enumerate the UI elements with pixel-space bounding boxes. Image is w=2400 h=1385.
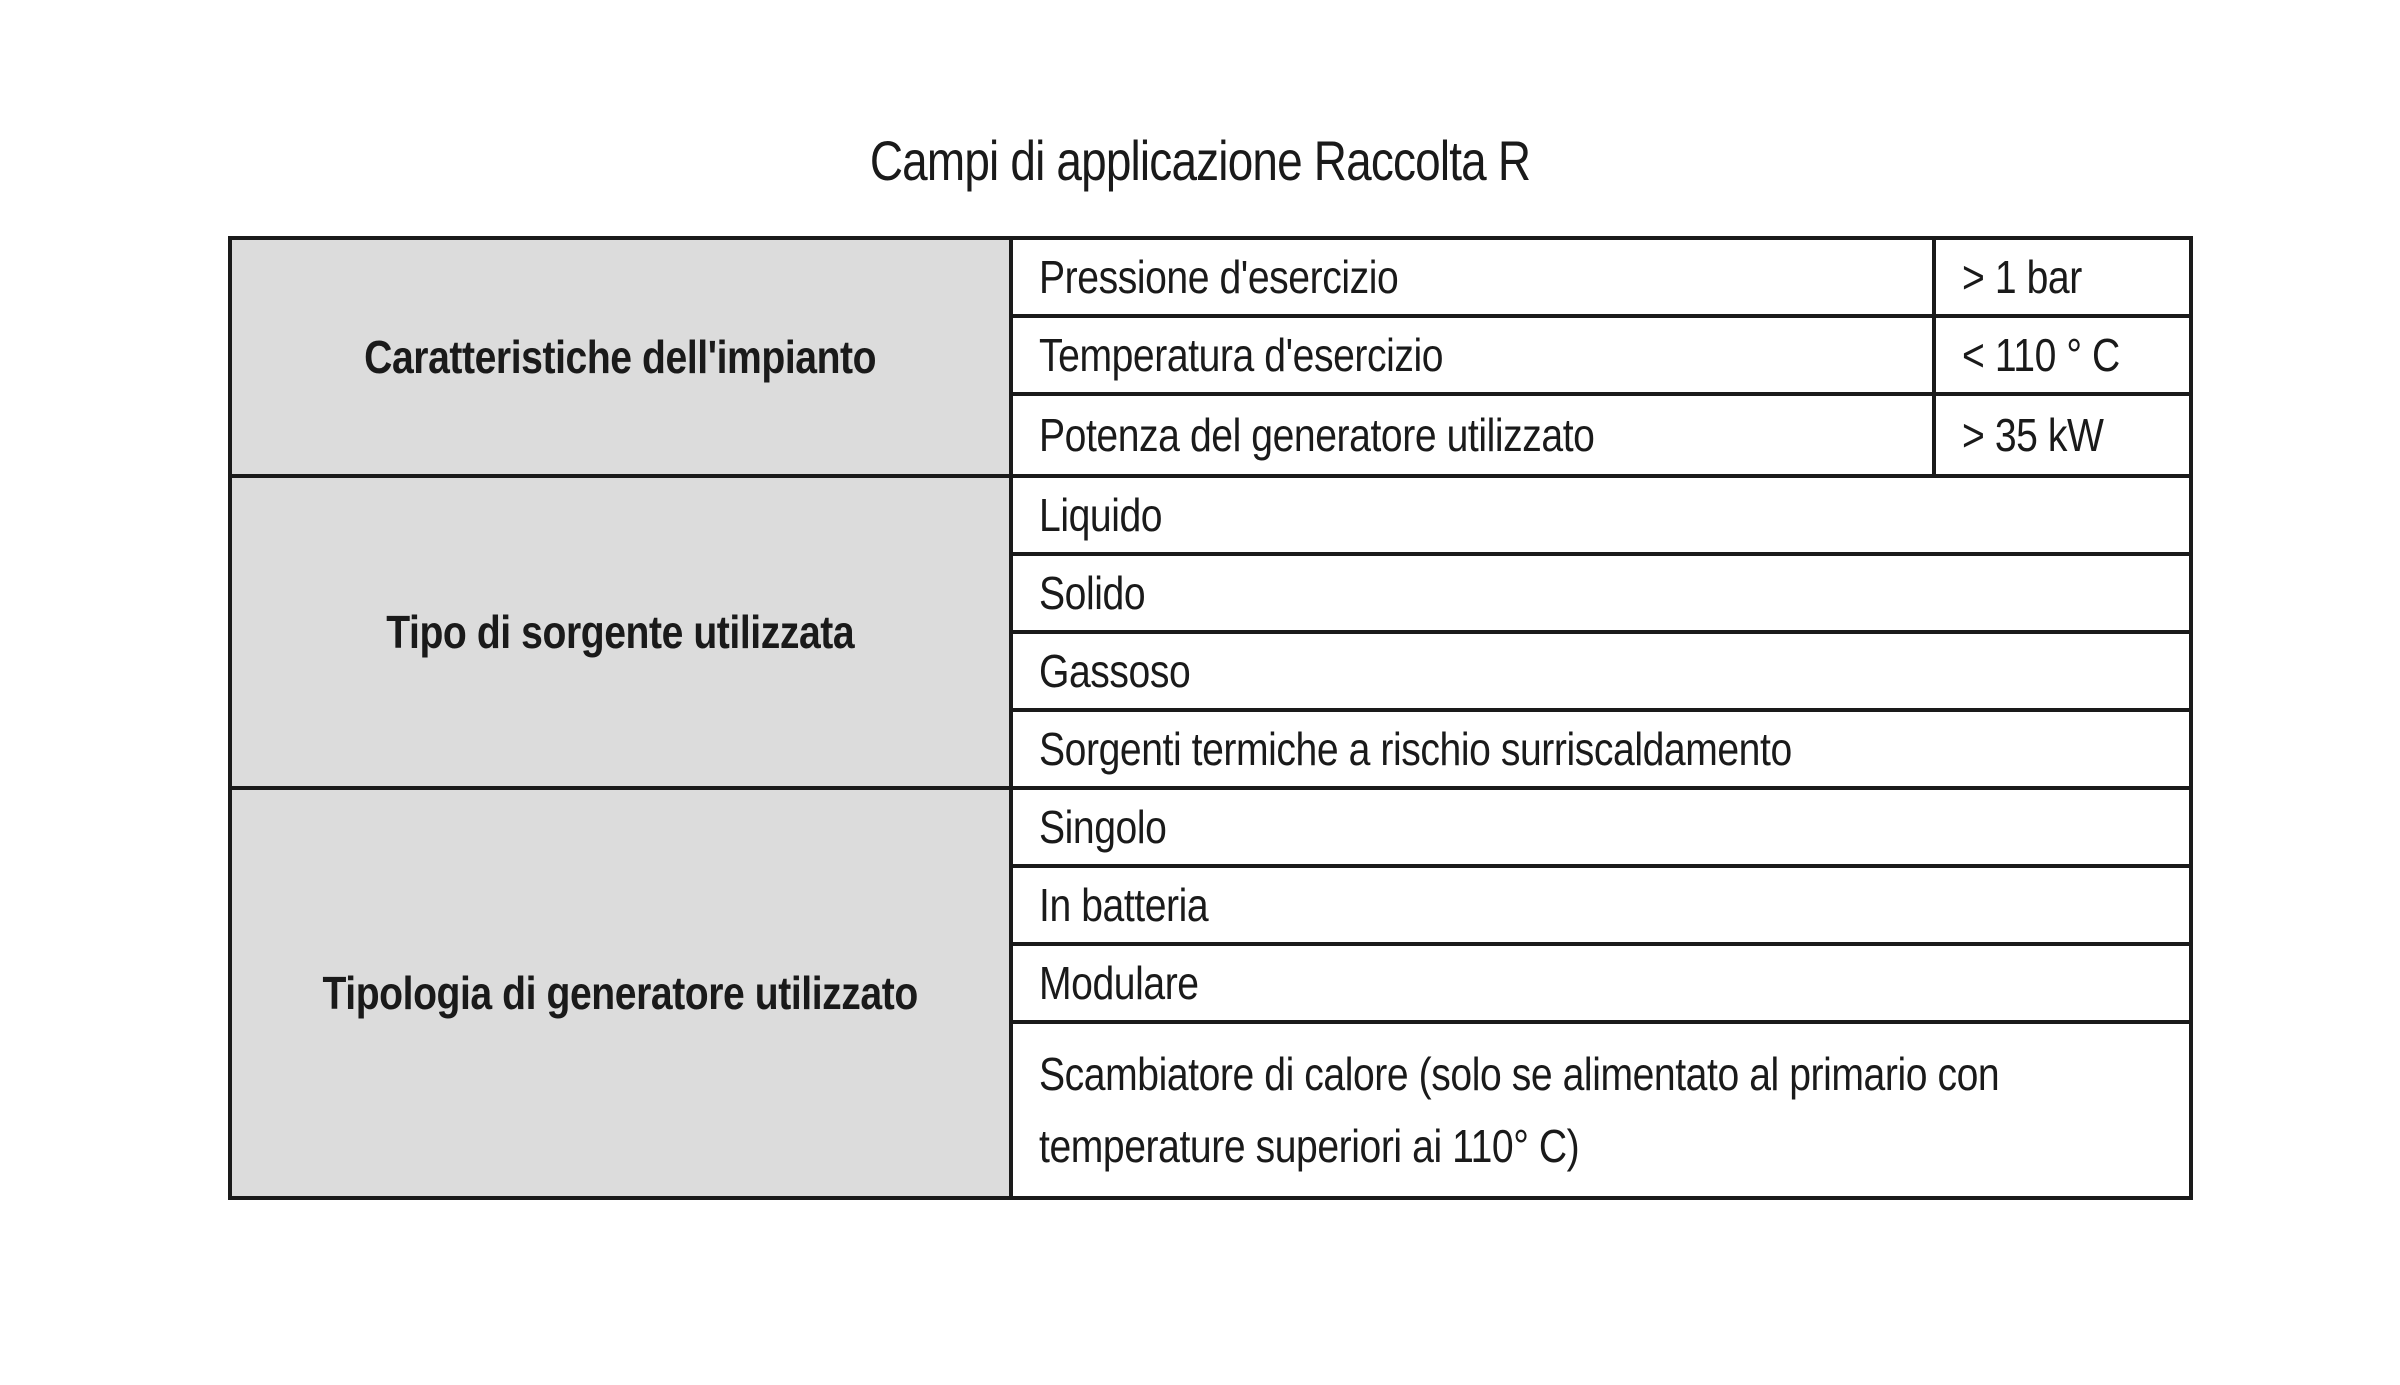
table-row — [230, 238, 2191, 316]
row-value: > 35 kW — [1934, 394, 2191, 476]
row-label: Pressione d'esercizio — [1011, 238, 1934, 316]
table-row — [230, 788, 2191, 866]
row-label: Sorgenti termiche a rischio surriscaldamento — [1011, 710, 2191, 788]
row-label: Modulare — [1011, 944, 2191, 1022]
row-label: Potenza del generatore utilizzato — [1011, 394, 1934, 476]
row-value: < 110 ° C — [1934, 316, 2191, 394]
row-label: Singolo — [1011, 788, 2191, 866]
row-label: Gassoso — [1011, 632, 2191, 710]
row-label: In batteria — [1011, 866, 2191, 944]
row-label: Scambiatore di calore (solo se alimentato al primario con temperature superiori ai 110° C) — [1011, 1022, 2191, 1198]
group-label-tipo-sorgente: Tipo di sorgente utilizzata — [230, 476, 1011, 788]
applications-table — [228, 236, 2193, 1200]
row-label: Liquido — [1011, 476, 2191, 554]
row-value: > 1 bar — [1934, 238, 2191, 316]
row-label: Temperatura d'esercizio — [1011, 316, 1934, 394]
page-title: Campi di applicazione Raccolta R — [869, 129, 1531, 192]
group-label-tipologia-generatore: Tipologia di generatore utilizzato — [230, 788, 1011, 1198]
row-label: Solido — [1011, 554, 2191, 632]
group-label-caratteristiche: Caratteristiche dell'impianto — [230, 238, 1011, 476]
table-row — [230, 476, 2191, 554]
